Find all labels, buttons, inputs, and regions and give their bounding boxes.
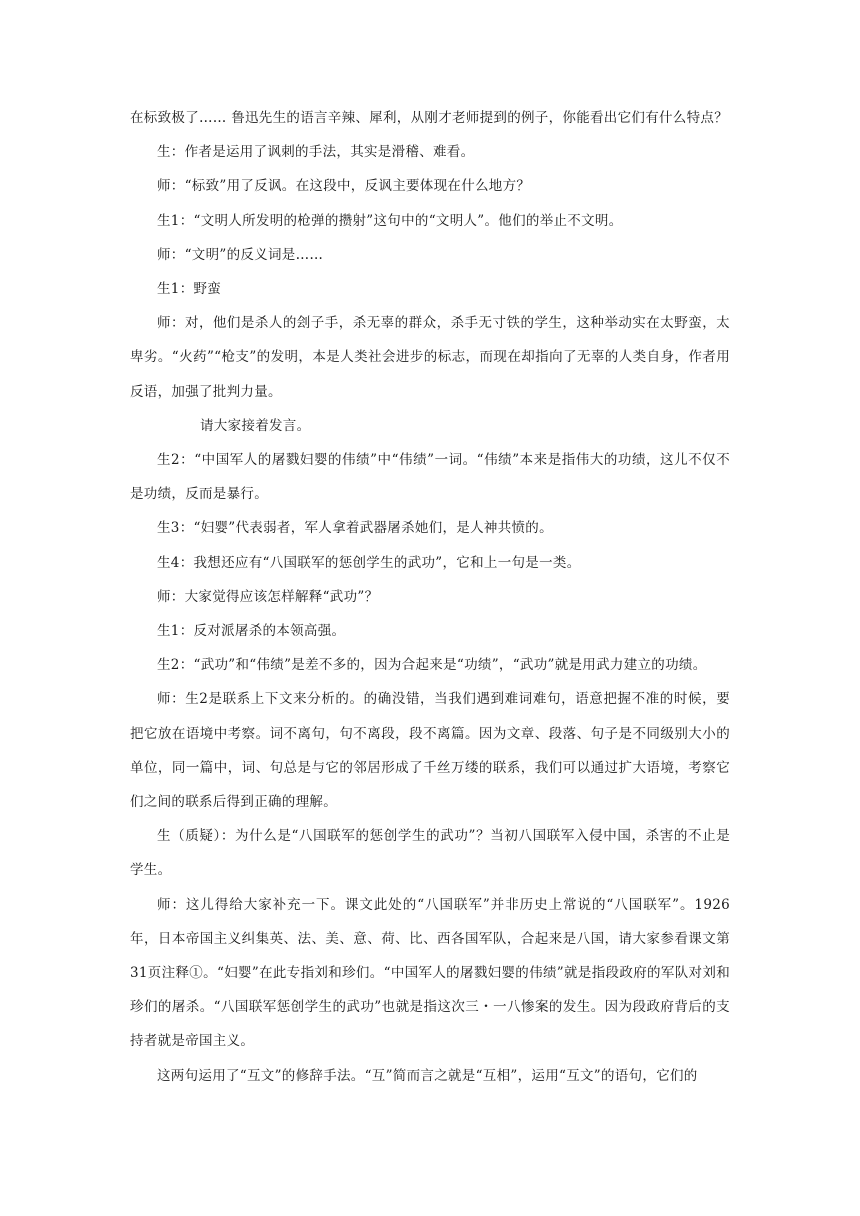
paragraph-10: 生3：“妇婴”代表弱者，军人拿着武器屠杀她们，是人神共愤的。 — [157, 520, 553, 537]
paragraph-12: 师：大家觉得应该怎样解释“武功”？ — [157, 588, 379, 605]
paragraph-6: 生1：野蛮 — [157, 281, 222, 298]
document-body — [130, 101, 730, 1093]
paragraph-15: 师：生2是联系上下文来分析的。的确没错，当我们遇到难词难句，语意把握不准的时候，要把它放在语境中考察。词不离句，句不离段，段不离篇。因为文章、段落、句子是不同级别大小的单位，同一篇中，词、句总是与它的邻居形成了千丝万缕的联系，我们可以通过扩大语境，考察它们之间的联系后得到正确的理解。 — [130, 691, 730, 811]
paragraph-3: 师：“标致”用了反讽。在这段中，反讽主要体现在什么地方？ — [157, 178, 531, 195]
paragraph-14: 生2：“武功”和“伟绩”是差不多的，因为合起来是“功绩”，“武功”就是用武力建立的功绩。 — [157, 657, 707, 674]
paragraph-13: 生1：反对派屠杀的本领高强。 — [157, 623, 346, 640]
paragraph-17: 师：这儿得给大家补充一下。课文此处的“八国联军”并非历史上常说的“八国联军”。1926年，日本帝国主义纠集英、法、美、意、荷、比、西各国军队，合起来是八国，请大家参看课文第31页注释①。“妇婴”在此专指刘和珍们。“中国军人的屠戮妇婴的伟绩”就是指段政府的军队对刘和珍们的屠杀。“八国联军惩创学生的武功”也就是指这次三・一八惨案的发生。因为段政府背后的支持者就是帝国主义。 — [130, 896, 730, 1050]
paragraph-2: 生：作者是运用了讽刺的手法，其实是滑稽、难看。 — [157, 144, 475, 161]
paragraph-9: 生2：“中国军人的屠戮妇婴的伟绩”中“伟绩”一词。“伟绩”本来是指伟大的功绩，这儿不仅不是功绩，反而是暴行。 — [130, 452, 730, 503]
paragraph-8: 请大家接着发言。 — [200, 417, 311, 434]
paragraph-1: 在标致极了…… 鲁迅先生的语言辛辣、犀利，从刚才老师提到的例子，你能看出它们有什么特点？ — [130, 110, 728, 126]
paragraph-16: 生（质疑）：为什么是“八国联军的惩创学生的武功”？当初八国联军入侵中国，杀害的不止是学生。 — [130, 828, 730, 879]
paragraph-4: 生1：“文明人所发明的枪弹的攒射”这句中的“文明人”。他们的举止不文明。 — [157, 212, 623, 229]
paragraph-5: 师：“文明”的反义词是…… — [157, 246, 324, 263]
paragraph-7: 师：对，他们是杀人的刽子手，杀无辜的群众，杀手无寸铁的学生，这种举动实在太野蛮，太卑劣。“火药”“枪支”的发明，本是人类社会进步的标志，而现在却指向了无辜的人类自身，作者用反语，加强了批判力量。 — [130, 315, 730, 400]
paragraph-11: 生4：我想还应有“八国联军的惩创学生的武功”，它和上一句是一类。 — [157, 554, 581, 571]
paragraph-18: 这两句运用了“互文”的修辞手法。“互”简而言之就是“互相”，运用“互文”的语句，它们的 — [157, 1067, 698, 1084]
